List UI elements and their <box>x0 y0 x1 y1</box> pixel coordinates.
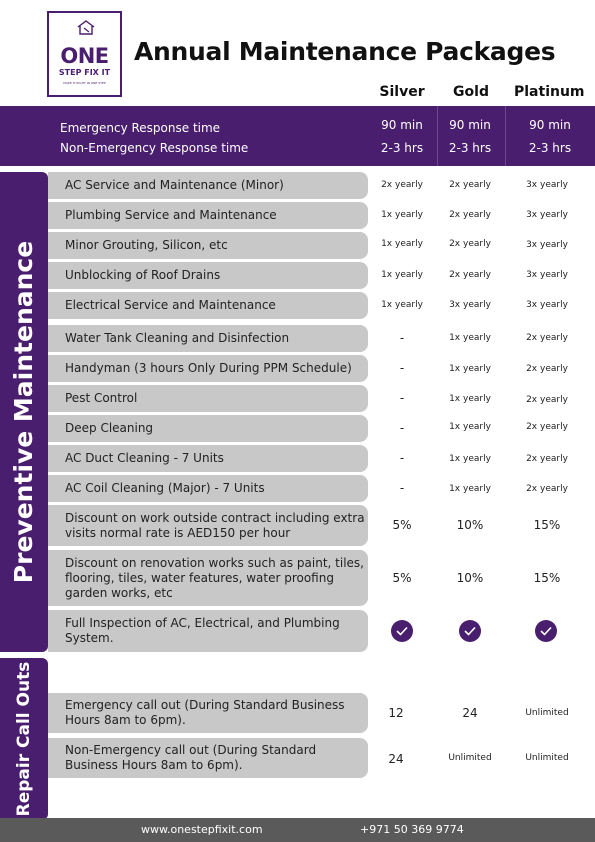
service-value-gold: 2x yearly <box>449 210 491 220</box>
preventive-maintenance-title: Preventive Maintenance <box>9 240 38 584</box>
emergency-response-label: Emergency Response time <box>60 121 221 135</box>
footer-bar <box>0 818 595 842</box>
service-value-platinum: 2x yearly <box>526 395 568 405</box>
tier-header-gold: Gold <box>453 84 489 100</box>
emergency-response-platinum: 90 min <box>529 118 571 132</box>
service-value-gold: 3x yearly <box>449 300 491 310</box>
repair-call-outs-title: Repair Call Outs <box>14 661 34 817</box>
house-icon <box>76 19 96 35</box>
website-link[interactable]: www.onestepfixit.com <box>141 823 263 836</box>
service-value-gold: 1x yearly <box>449 422 491 432</box>
discount-value-platinum: 15% <box>533 518 561 532</box>
service-row-label: Electrical Service and Maintenance <box>48 292 368 319</box>
logo-brand-rest: STEP FIX IT <box>58 68 111 77</box>
service-row-label: Plumbing Service and Maintenance <box>48 202 368 229</box>
discount-row-label: Discount on renovation works such as paint, tiles, flooring, tiles, water features, water proofing garden works, etc <box>48 550 368 606</box>
service-value-platinum: 3x yearly <box>526 210 568 220</box>
service-value-platinum: 3x yearly <box>526 180 568 190</box>
band-divider <box>437 106 438 166</box>
service-value-gold: 1x yearly <box>449 454 491 464</box>
inspection-row-label: Full Inspection of AC, Electrical, and Plumbing System. <box>48 610 368 652</box>
repair-value-gold: 24 <box>462 706 478 720</box>
service-value-gold: 1x yearly <box>449 333 491 343</box>
service-value-gold: 1x yearly <box>449 394 491 404</box>
service-value-platinum: 3x yearly <box>526 240 568 250</box>
service-value-gold: 2x yearly <box>449 270 491 280</box>
check-icon <box>459 620 481 642</box>
check-icon <box>535 620 557 642</box>
service-value-gold: 1x yearly <box>449 484 491 494</box>
service-value-gold: 2x yearly <box>449 180 491 190</box>
service-value-platinum: 2x yearly <box>526 454 568 464</box>
discount-value-gold: 10% <box>456 571 484 585</box>
discount-value-gold: 10% <box>456 518 484 532</box>
service-value-silver: - <box>399 391 405 405</box>
repair-value-silver: 24 <box>388 752 404 766</box>
discount-row-label: Discount on work outside contract including extra visits normal rate is AED150 per hour <box>48 505 368 546</box>
discount-value-platinum: 15% <box>533 571 561 585</box>
company-logo <box>47 11 122 97</box>
service-row-label: Deep Cleaning <box>48 415 368 442</box>
logo-brand-one: ONE <box>60 44 109 68</box>
service-value-silver: - <box>399 451 405 465</box>
discount-value-silver: 5% <box>392 571 412 585</box>
phone-number[interactable]: +971 50 369 9774 <box>360 823 464 836</box>
non-emergency-response-gold: 2-3 hrs <box>448 141 492 155</box>
emergency-response-gold: 90 min <box>449 118 491 132</box>
service-row-label: AC Coil Cleaning (Major) - 7 Units <box>48 475 368 502</box>
service-value-platinum: 2x yearly <box>526 364 568 374</box>
check-icon <box>391 620 413 642</box>
service-value-gold: 2x yearly <box>449 239 491 249</box>
service-value-silver: 2x yearly <box>381 180 423 190</box>
logo-tagline: MAKE IT RIGHT IN ONE STEP <box>63 81 106 85</box>
non-emergency-response-silver: 2-3 hrs <box>380 141 424 155</box>
service-value-platinum: 3x yearly <box>526 270 568 280</box>
service-value-silver: - <box>399 361 405 375</box>
service-row-label: AC Duct Cleaning - 7 Units <box>48 445 368 472</box>
page-title: Annual Maintenance Packages <box>134 37 556 66</box>
service-value-silver: 1x yearly <box>381 270 423 280</box>
non-emergency-response-platinum: 2-3 hrs <box>528 141 572 155</box>
discount-value-silver: 5% <box>392 518 412 532</box>
service-value-platinum: 2x yearly <box>526 422 568 432</box>
service-row-label: Water Tank Cleaning and Disinfection <box>48 325 368 352</box>
service-value-platinum: 2x yearly <box>526 333 568 343</box>
tier-header-silver: Silver <box>379 84 425 100</box>
tier-header-platinum: Platinum <box>514 84 585 100</box>
repair-row-label: Emergency call out (During Standard Business Hours 8am to 6pm). <box>48 693 368 733</box>
service-value-silver: - <box>399 481 405 495</box>
service-value-silver: - <box>399 421 405 435</box>
repair-value-gold: Unlimited <box>448 753 492 763</box>
service-value-silver: 1x yearly <box>381 239 423 249</box>
service-row-label: Pest Control <box>48 385 368 412</box>
emergency-response-silver: 90 min <box>381 118 423 132</box>
service-value-platinum: 2x yearly <box>526 484 568 494</box>
service-row-label: Minor Grouting, Silicon, etc <box>48 232 368 259</box>
service-value-silver: - <box>399 331 405 345</box>
repair-row-label: Non-Emergency call out (During Standard Business Hours 8am to 6pm). <box>48 738 368 778</box>
band-divider <box>505 106 506 166</box>
service-row-label: AC Service and Maintenance (Minor) <box>48 172 368 199</box>
service-value-silver: 1x yearly <box>381 210 423 220</box>
non-emergency-response-label: Non-Emergency Response time <box>60 141 249 155</box>
service-value-gold: 1x yearly <box>449 364 491 374</box>
service-row-label: Unblocking of Roof Drains <box>48 262 368 289</box>
service-row-label: Handyman (3 hours Only During PPM Schedule) <box>48 355 368 382</box>
service-value-silver: 1x yearly <box>381 300 423 310</box>
repair-value-platinum: Unlimited <box>525 753 569 763</box>
repair-value-platinum: Unlimited <box>525 708 569 718</box>
service-value-platinum: 3x yearly <box>526 300 568 310</box>
repair-value-silver: 12 <box>388 706 404 720</box>
